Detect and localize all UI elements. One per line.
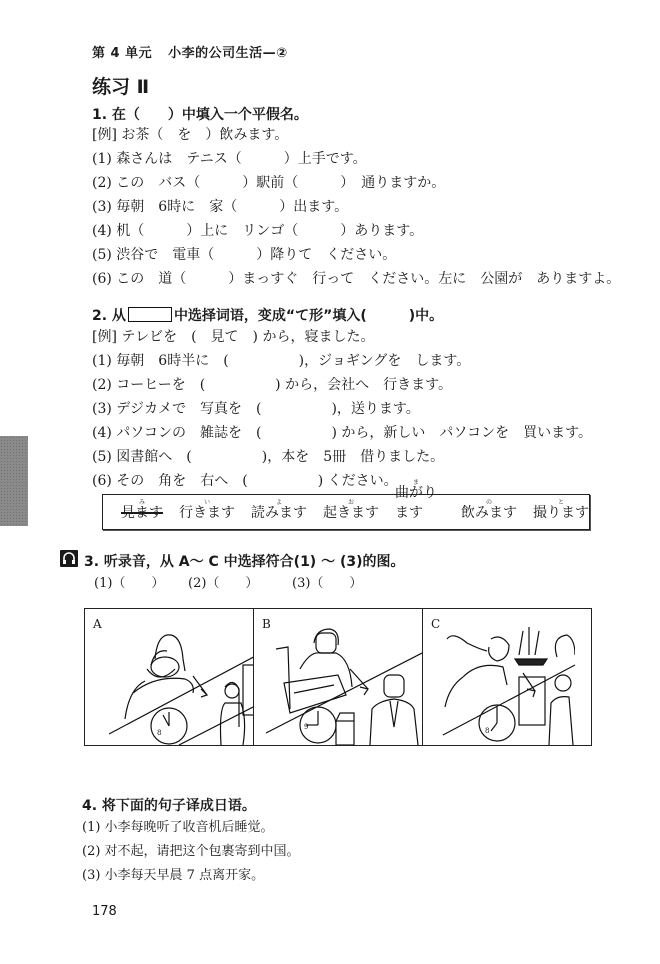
man-newspaper-illustration bbox=[254, 609, 423, 745]
svg-text:8: 8 bbox=[485, 727, 490, 735]
q1-item-6: (6) この 道（ ）まっすぐ 行って ください。左に 公園が ありますよ。 bbox=[92, 271, 621, 287]
q1-item-4: (4) 机（ ）上に リンゴ（ ）あります。 bbox=[92, 223, 424, 239]
q3-answer-1: (1)（ ） bbox=[94, 576, 165, 591]
picture-panel-a bbox=[85, 609, 254, 745]
q4-item-3: (3) 小李每天早晨 7 点离开家。 bbox=[82, 868, 265, 883]
panel-label: B bbox=[262, 617, 271, 631]
q3-title: 3. 听录音，从 A～ C 中选择符合(1) ～ (3)的图。 bbox=[84, 554, 405, 570]
q2-title-prefix: 2. 从 bbox=[92, 308, 126, 324]
q2-item-5: (5) 図書館へ ( )，本を 5冊 借りました。 bbox=[92, 449, 445, 465]
q1-title: 1. 在（ ）中填入一个平假名。 bbox=[92, 107, 308, 123]
word-choice: 読みますよ bbox=[251, 499, 307, 521]
q1-item-5: (5) 渋谷で 電車（ ）降りて ください。 bbox=[92, 247, 397, 263]
q2-item-6: (6) その 角を 右へ ( ) ください。 bbox=[92, 473, 398, 489]
word-choice: 曲がりますま bbox=[395, 479, 437, 521]
blank-box-symbol bbox=[128, 307, 172, 322]
q4-item-1: (1) 小李每晚听了收音机后睡觉。 bbox=[82, 820, 274, 835]
q3-answer-3: (3)（ ） bbox=[292, 576, 363, 591]
q2-item-1: (1) 毎朝 6時半に ( )，ジョギングを します。 bbox=[92, 353, 471, 369]
panel-label: A bbox=[93, 617, 102, 631]
q2-item-2: (2) コーヒーを ( ) から，会社へ 行きます。 bbox=[92, 377, 452, 393]
q1-example: [例] お茶（ を ）飲みます。 bbox=[92, 127, 289, 143]
word-choice: 見ますみ bbox=[121, 499, 163, 521]
picture-panels bbox=[84, 608, 592, 746]
q1-item-3: (3) 毎朝 6時に 家（ ）出ます。 bbox=[92, 199, 349, 215]
page-number: 178 bbox=[92, 904, 117, 919]
svg-text:9: 9 bbox=[304, 723, 309, 731]
q2-title bbox=[92, 305, 443, 325]
q4-title: 4. 将下面的句子译成日语。 bbox=[82, 798, 256, 814]
q1-item-2: (2) この バス（ ）駅前（ ） 通りますか。 bbox=[92, 175, 446, 191]
panel-label: C bbox=[431, 617, 441, 631]
unit-number: 第 4 单元 bbox=[92, 46, 153, 61]
headphones-icon bbox=[60, 550, 78, 567]
side-thumb-tab bbox=[0, 436, 28, 526]
svg-text:8: 8 bbox=[157, 729, 162, 737]
woman-stretching-park-illustration bbox=[423, 609, 575, 745]
q3-answer-2: (2)（ ） bbox=[188, 576, 259, 591]
woman-drinking-illustration bbox=[85, 609, 254, 745]
picture-panel-b bbox=[254, 609, 423, 745]
word-choice: 飲みますの bbox=[461, 499, 517, 521]
q4-item-2: (2) 对不起，请把这个包裹寄到中国。 bbox=[82, 844, 300, 859]
section-title: 练习 Ⅱ bbox=[92, 76, 150, 98]
word-choice: 撮りますと bbox=[533, 499, 589, 521]
q2-item-4: (4) パソコンの 雑誌を ( ) から，新しい パソコンを 買います。 bbox=[92, 425, 592, 441]
q2-item-3: (3) デジカメで 写真を ( )，送ります。 bbox=[92, 401, 420, 417]
q2-example: [例] テレビを ( 見て ) から，寝ました。 bbox=[92, 329, 375, 345]
word-choice: 行きますい bbox=[179, 499, 235, 521]
picture-panel-c bbox=[423, 609, 591, 745]
q2-title-suffix: 中选择词语，变成“て形”填入( )中。 bbox=[173, 308, 444, 324]
word-choice: 起きますお bbox=[323, 499, 379, 521]
q1-item-1: (1) 森さんは テニス（ ）上手です。 bbox=[92, 151, 367, 167]
unit-title: 小李的公司生活—② bbox=[168, 46, 288, 61]
unit-header bbox=[92, 42, 288, 61]
